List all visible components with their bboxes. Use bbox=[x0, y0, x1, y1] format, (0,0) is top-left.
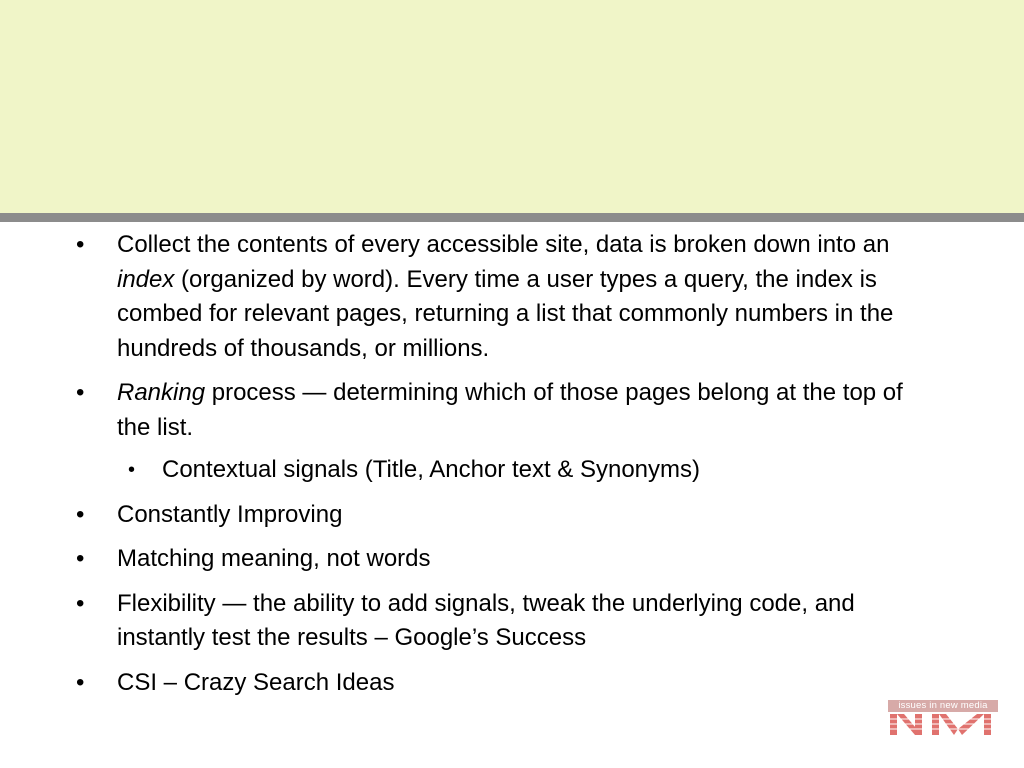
nm-logo-mark bbox=[888, 712, 998, 736]
bullet-list bbox=[0, 228, 1024, 700]
sub-bullet-dot: • bbox=[128, 459, 136, 481]
bullet-dot: • bbox=[76, 500, 85, 528]
bullet-text-emphasis: Ranking bbox=[117, 379, 206, 406]
title-area bbox=[0, 0, 1024, 213]
sub-bullet-text: Contextual signals (Title, Anchor text & Synonyms) bbox=[162, 456, 701, 483]
bullet-text-post: process — determining which of those pages belong at the top of the list. bbox=[117, 379, 903, 441]
logo-tagline: issues in new media bbox=[888, 700, 998, 712]
bullet-text: Matching meaning, not words bbox=[117, 545, 431, 572]
bullet-improving bbox=[0, 498, 933, 533]
bullet-dot: • bbox=[76, 589, 85, 617]
bullet-text-post: (organized by word). Every time a user types a query, the index is combed for relevant pages, returning a list that commonly numbers in the hundreds of thousands, or millions. bbox=[117, 265, 894, 362]
title-divider bbox=[0, 213, 1024, 222]
bullet-dot: • bbox=[76, 545, 85, 572]
sub-bullet-signals bbox=[0, 453, 942, 488]
bullet-ranking bbox=[0, 376, 933, 445]
bullet-csi bbox=[0, 666, 933, 701]
bullet-text-emphasis: index bbox=[117, 265, 175, 293]
bullet-dot: • bbox=[76, 668, 85, 696]
bullet-text: Constantly Improving bbox=[117, 500, 343, 528]
bullet-text-pre: Collect the contents of every accessible site, data is broken down into an bbox=[117, 231, 890, 258]
bullet-text: Flexibility — the ability to add signals, tweak the underlying code, and instantly test the results – Google’s Success bbox=[117, 589, 855, 651]
bullet-index bbox=[0, 228, 933, 366]
bullet-text: CSI – Crazy Search Ideas bbox=[117, 668, 395, 696]
bullet-dot: • bbox=[76, 231, 85, 258]
nm-logo bbox=[888, 700, 998, 736]
bullet-meaning bbox=[0, 542, 933, 577]
bullet-dot: • bbox=[76, 379, 85, 406]
bullet-flexibility bbox=[0, 587, 933, 656]
